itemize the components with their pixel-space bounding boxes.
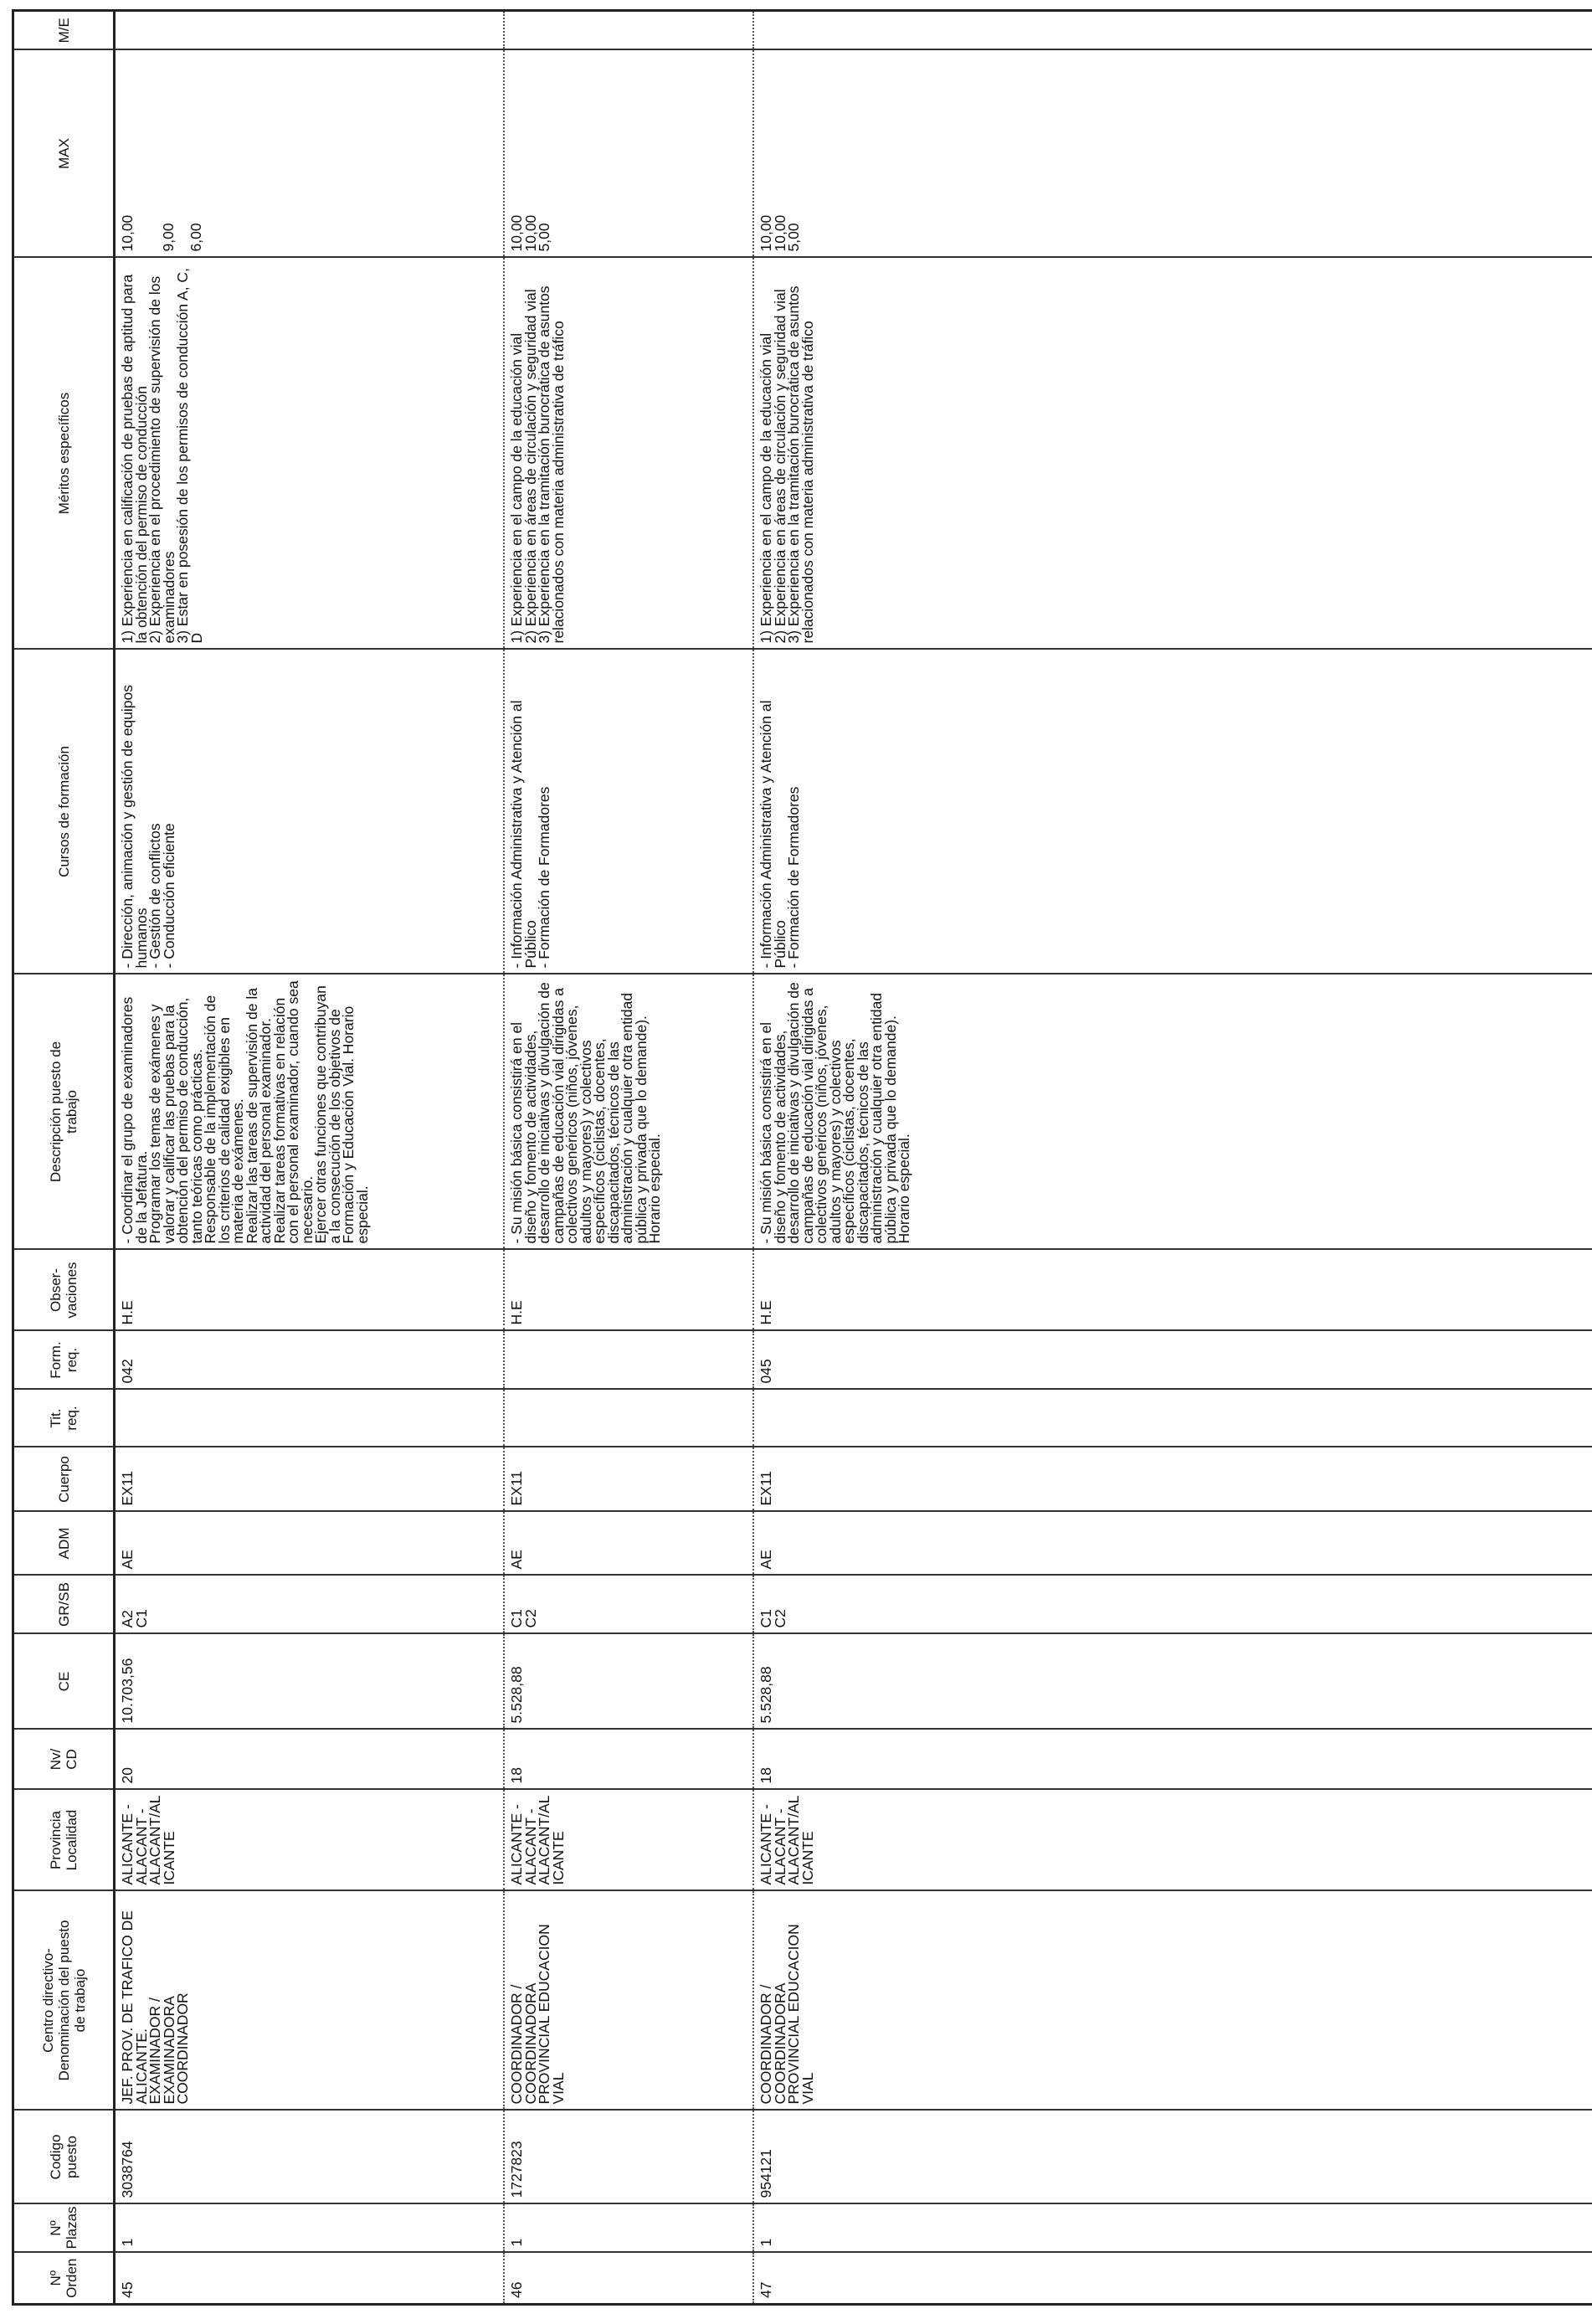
cell-max — [115, 50, 505, 258]
table-row — [753, 11, 1592, 2305]
header-row — [13, 11, 115, 2305]
cell-orden: 46 — [504, 2253, 753, 2305]
col-header-orden: Nº Orden — [13, 2253, 115, 2305]
cell-plazas: 1 — [504, 2204, 753, 2253]
col-header-cursos: Cursos de formación — [13, 650, 115, 974]
cell-adm: AE — [115, 1512, 505, 1576]
col-header-tit: Tit. req. — [13, 1390, 115, 1447]
col-header-descripcion: Descripción puesto de trabajo — [13, 974, 115, 1250]
col-header-codigo: Codigo puesto — [13, 2111, 115, 2204]
col-header-provincia: Provincia Localidad — [13, 1790, 115, 1891]
cell-plazas: 1 — [115, 2204, 505, 2253]
max-value: 5,00 — [536, 223, 552, 252]
col-header-adm: ADM — [13, 1512, 115, 1576]
col-header-obs: Obser- vaciones — [13, 1250, 115, 1331]
max-value: 10,00 — [757, 214, 774, 252]
max-value: 10,00 — [119, 214, 136, 252]
max-value: 10,00 — [508, 214, 525, 252]
table-row — [504, 11, 753, 2305]
cell-meritos: 1) Experiencia en el campo de la educación vial 2) Experiencia en áreas de circulación y seguridad vial 3) Experiencia en la tramitación burocrática de asuntos relacionados con materia administrativa de tráfico — [504, 258, 753, 650]
cell-nivel: 18 — [753, 1730, 1592, 1790]
cell-form: 045 — [753, 1331, 1592, 1390]
col-header-max: MAX — [13, 50, 115, 258]
cell-descripcion: - Coordinar el grupo de examinadores de la Jefatura. Programar los temas de exámenes y valorar y calificar las pruebas para la obtención del permiso de conducción, tanto teóricas como prácticas. Responsable de la implementación de los criterios de calidad exigibles en materia de exámenes. Realizar las tareas de supervisión de la actividad del personal examinador. Realizar tareas formativas en relación con el personal examinador, cuando sea necesario. Ejercer otras funciones que contribuyan a la consecución de los objetivos de Formación y Educación Vial. Horario especial. — [115, 974, 505, 1250]
cell-meritos: 1) Experiencia en calificación de pruebas de aptitud para la obtención del permiso de conducción 2) Experiencia en el procedimiento de supervisión de los examinadores 3) Estar en posesión de los permisos de conducción A, C, D — [115, 258, 505, 650]
cell-ce: 5.528,88 — [753, 1634, 1592, 1730]
cell-codigo: 3038764 — [115, 2111, 505, 2204]
col-header-grupo: GR/SB — [13, 1576, 115, 1634]
cell-tit — [115, 1390, 505, 1447]
cell-meritos: 1) Experiencia en el campo de la educación vial 2) Experiencia en áreas de circulación y seguridad vial 3) Experiencia en la tramitación burocrática de asuntos relacionados con materia administrativa de tráfico — [753, 258, 1592, 650]
cell-centro: COORDINADOR / COORDINADORA PROVINCIAL EDUCACION VIAL — [504, 1891, 753, 2111]
cell-nivel: 20 — [115, 1730, 505, 1790]
job-positions-table — [12, 9, 1592, 2306]
cell-cuerpo: EX11 — [504, 1447, 753, 1512]
cell-ce: 5.528,88 — [504, 1634, 753, 1730]
table-row — [115, 11, 505, 2305]
cell-centro: JEF. PROV. DE TRAFICO DE ALICANTE. EXAMINADOR / EXAMINADORA COORDINADOR — [115, 1891, 505, 2111]
cell-descripcion: - Su misión básica consistirá en el diseño y fomento de actividades, desarrollo de iniciativas y divulgación de campañas de educación vial dirigidas a colectivos genéricos (niños, jóvenes, adultos y mayores) y colectivos específicos (ciclistas, docentes, discapacitados, técnicos de las administración y cualquier otra entidad pública y privada que lo demande). Horario especial. — [504, 974, 753, 1250]
cell-codigo: 954121 — [753, 2111, 1592, 2204]
col-header-nivel: Nv/ CD — [13, 1730, 115, 1790]
cell-cuerpo: EX11 — [115, 1447, 505, 1512]
cell-cursos: - Dirección, animación y gestión de equipos humanos - Gestión de conflictos - Conducción eficiente — [115, 650, 505, 974]
col-header-meritos: Méritos específicos — [13, 258, 115, 650]
cell-obs: H.E — [753, 1250, 1592, 1331]
cell-grupo: C1 C2 — [753, 1576, 1592, 1634]
cell-orden: 45 — [115, 2253, 505, 2305]
col-header-plazas: Nº Plazas — [13, 2204, 115, 2253]
cell-codigo: 1727823 — [504, 2111, 753, 2204]
cell-form — [504, 1331, 753, 1390]
max-value: 6,00 — [187, 223, 204, 252]
col-header-form: Form. req. — [13, 1331, 115, 1390]
cell-grupo: C1 C2 — [504, 1576, 753, 1634]
cell-adm: AE — [504, 1512, 753, 1576]
cell-form: 042 — [115, 1331, 505, 1390]
cell-provincia: ALICANTE - ALACANT - ALACANT/ALICANTE — [115, 1790, 505, 1891]
cell-plazas: 1 — [753, 2204, 1592, 2253]
col-header-cuerpo: Cuerpo — [13, 1447, 115, 1512]
cell-obs: H.E — [115, 1250, 505, 1331]
cell-ce: 10.703,56 — [115, 1634, 505, 1730]
cell-cursos: - Información Administrativa y Atención al Público - Formación de Formadores — [504, 650, 753, 974]
max-value: 10,00 — [521, 214, 539, 252]
cell-cuerpo: EX11 — [753, 1447, 1592, 1512]
cell-obs: H.E — [504, 1250, 753, 1331]
cell-provincia: ALICANTE - ALACANT - ALACANT/ALICANTE — [504, 1790, 753, 1891]
cell-orden: 47 — [753, 2253, 1592, 2305]
max-value: 10,00 — [771, 214, 788, 252]
cell-tit — [753, 1390, 1592, 1447]
max-value: 9,00 — [160, 223, 177, 252]
col-header-ce: CE — [13, 1634, 115, 1730]
col-header-centro: Centro directivo- Denominación del puesto de trabajo — [13, 1891, 115, 2111]
cell-centro: COORDINADOR / COORDINADORA PROVINCIAL EDUCACION VIAL — [753, 1891, 1592, 2111]
cell-max — [753, 50, 1592, 258]
cell-me — [504, 11, 753, 50]
cell-me — [753, 11, 1592, 50]
cell-provincia: ALICANTE - ALACANT - ALACANT/ALICANTE — [753, 1790, 1592, 1891]
cell-cursos: - Información Administrativa y Atención al Público - Formación de Formadores — [753, 650, 1592, 974]
cell-descripcion: - Su misión básica consistirá en el diseño y fomento de actividades, desarrollo de iniciativas y divulgación de campañas de educación vial dirigidas a colectivos genéricos (niños, jóvenes, adultos y mayores) y colectivos específicos (ciclistas, docentes, discapacitados, técnicos de las administración y cualquier otra entidad pública y privada que lo demande). Horario especial. — [753, 974, 1592, 1250]
cell-tit — [504, 1390, 753, 1447]
col-header-me: M/E — [13, 11, 115, 50]
cell-nivel: 18 — [504, 1730, 753, 1790]
cell-adm: AE — [753, 1512, 1592, 1576]
max-value: 5,00 — [785, 223, 802, 252]
cell-max — [504, 50, 753, 258]
cell-me — [115, 11, 505, 50]
cell-grupo: A2 C1 — [115, 1576, 505, 1634]
